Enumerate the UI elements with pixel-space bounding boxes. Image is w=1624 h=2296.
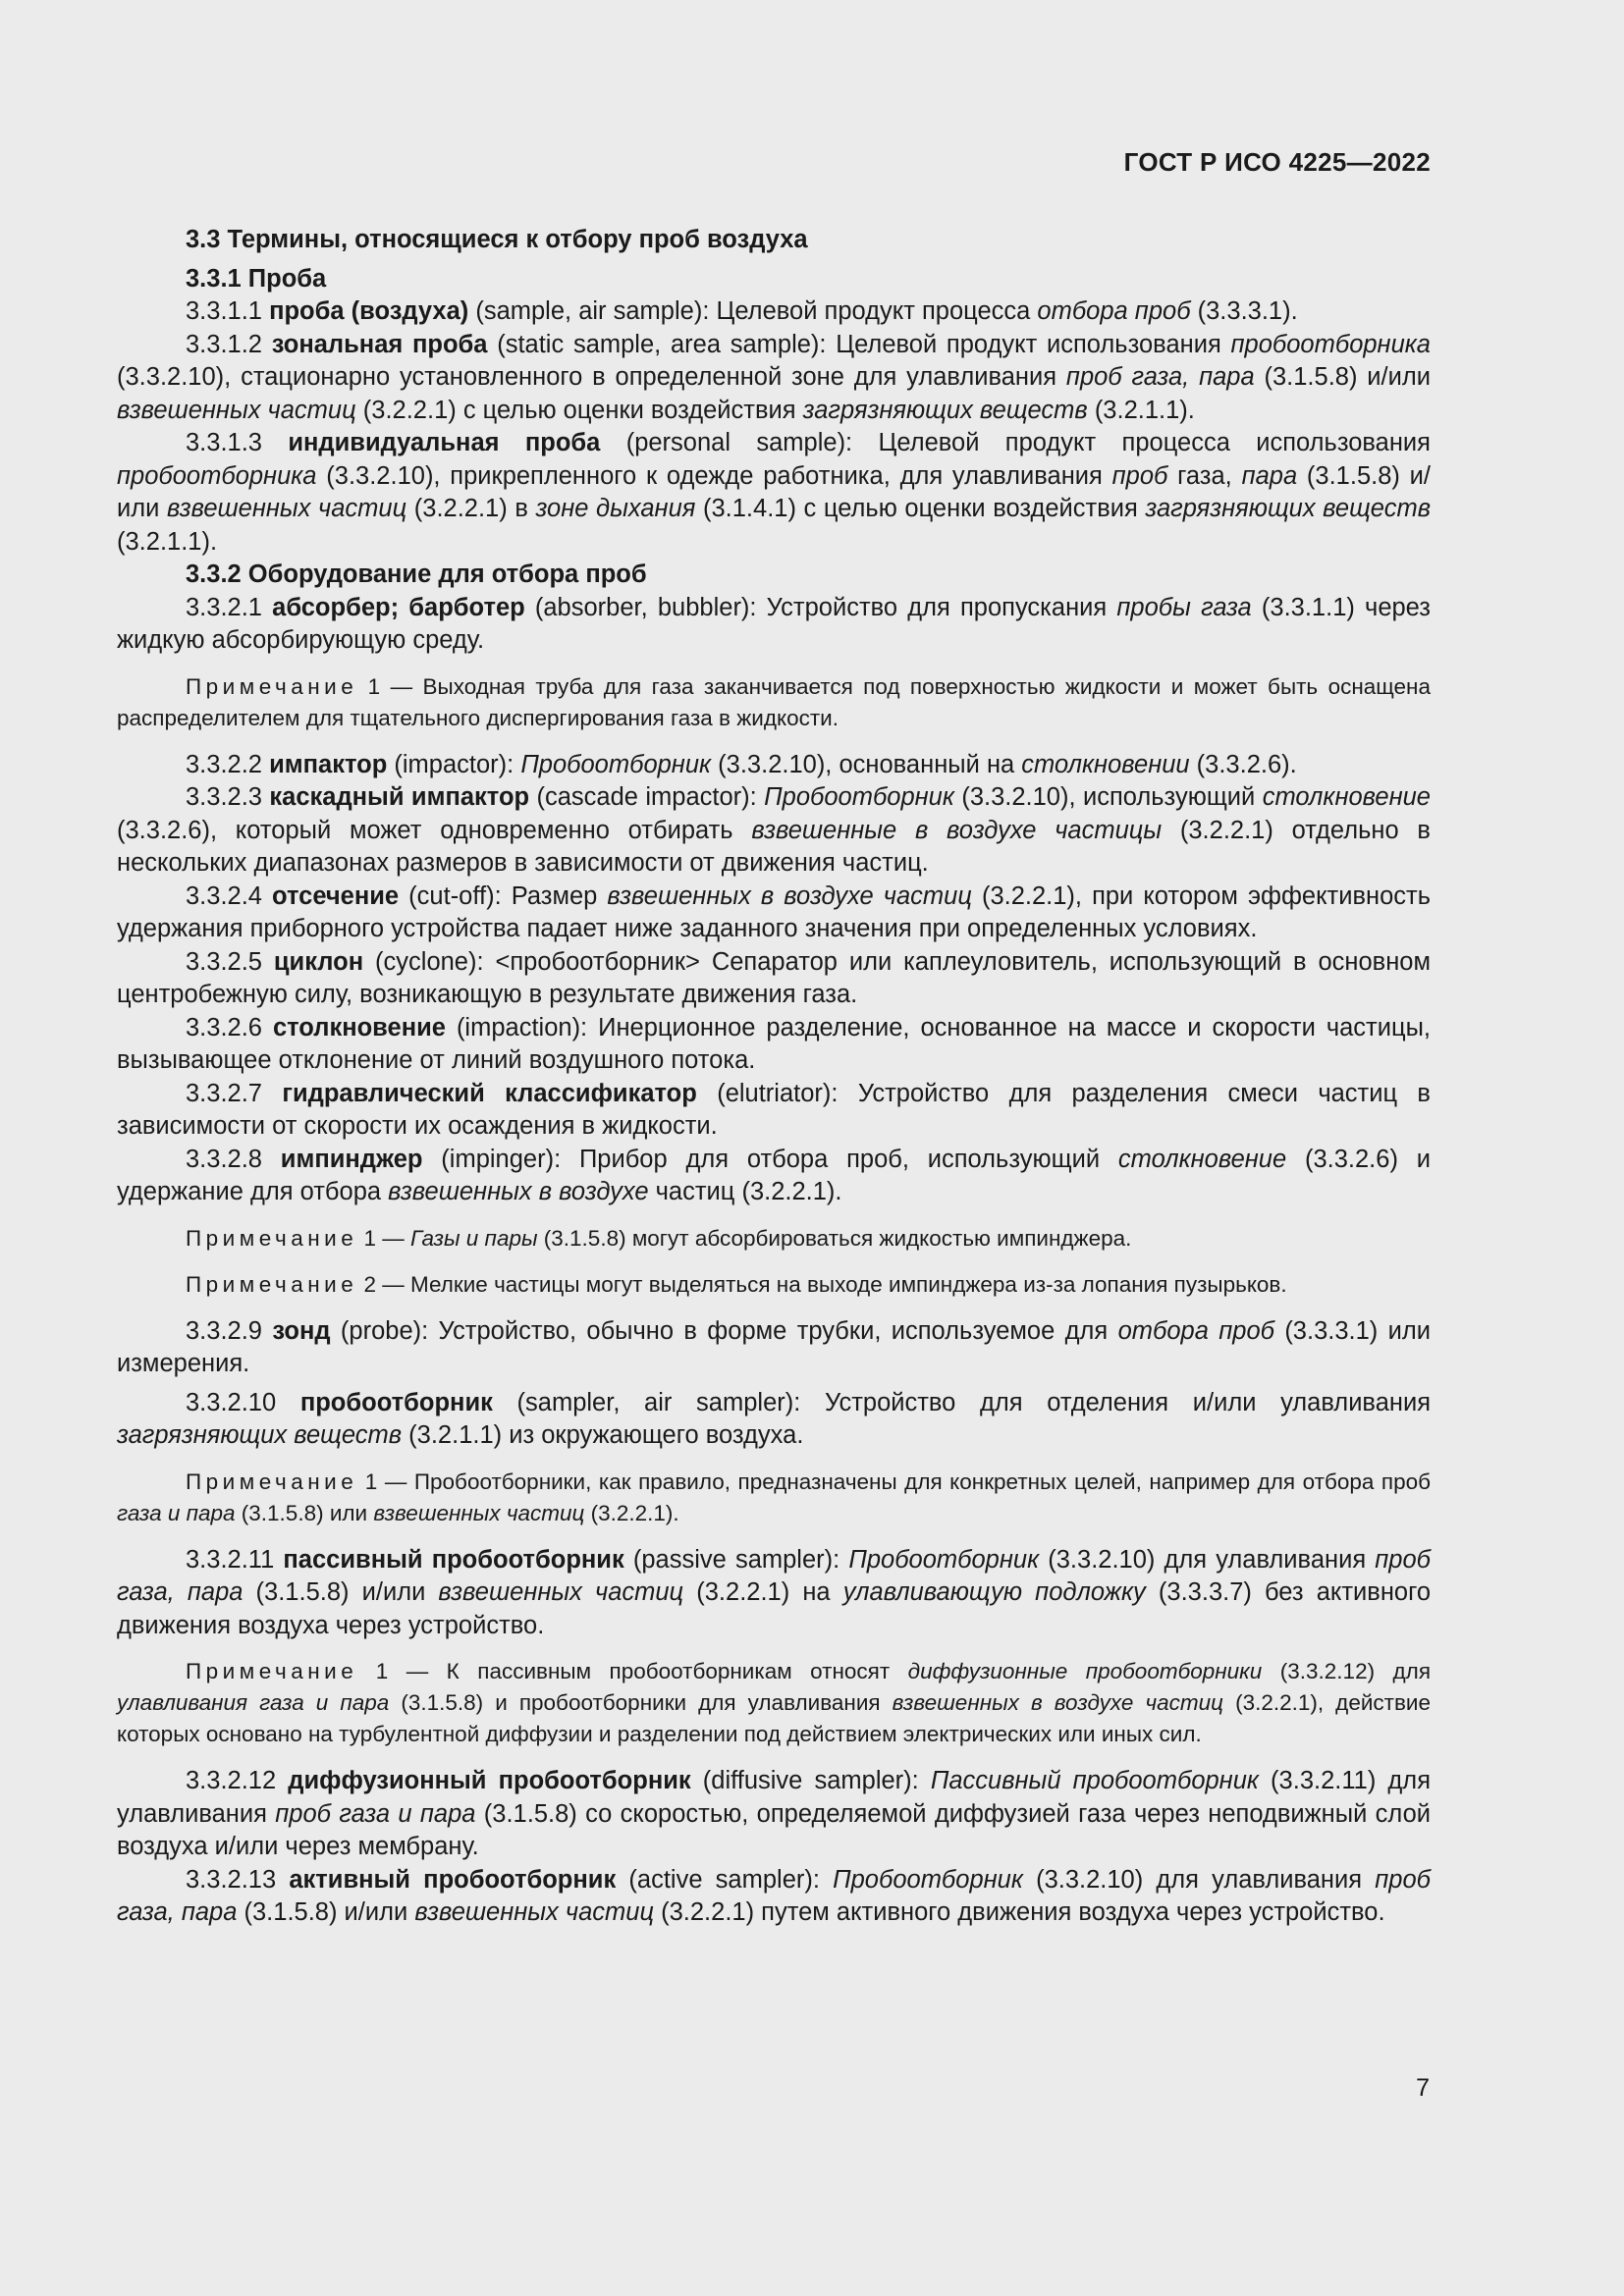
- term-text: (sampler, air sampler): Устройство для отделения и/или улавливания: [492, 1388, 1432, 1416]
- note-label: Примечание: [186, 673, 358, 699]
- term-text: (3.2.2.1) в: [406, 495, 536, 522]
- term-text: (probe): Устройство, обычно в форме трубки, используемое для: [330, 1316, 1118, 1345]
- term-ref: отбора проб: [1117, 1316, 1274, 1345]
- term-entry-3322: [117, 749, 1431, 782]
- term-ref: пробоотборника: [117, 461, 317, 490]
- term-name: диффузионный пробоотборник: [288, 1767, 691, 1794]
- term-entry-3312: [117, 329, 1431, 428]
- term-text: (3.2.2.1), при котором эффективность удержания приборного устройства падает ниже заданного значения при определенных условиях.: [117, 881, 1431, 942]
- term-text: (3.2.2.1) путем активного движения воздуха через устройство.: [654, 1898, 1385, 1926]
- term-name: гидравлический классификатор: [282, 1079, 697, 1107]
- note-text: 1 — К пассивным пробоотборникам относят: [357, 1659, 908, 1683]
- term-number: 3.3.2.5: [186, 947, 274, 976]
- term-text: (3.2.2.1) на: [683, 1578, 843, 1606]
- term-number: 3.3.2.6: [186, 1013, 273, 1041]
- term-ref: проб газа и пара: [275, 1799, 476, 1828]
- term-entry-3324: [117, 881, 1431, 946]
- term-ref: зоне дыхания: [535, 495, 696, 522]
- term-text: (impactor):: [387, 750, 521, 778]
- term-ref: взвешенных частиц: [166, 495, 407, 522]
- subsection-heading: 3.3.2 Оборудование для отбора проб: [186, 561, 647, 588]
- term-number: 3.3.2.13: [186, 1865, 290, 1894]
- term-ref: пара: [1241, 461, 1298, 490]
- term-ref: загрязняющих веществ: [1145, 495, 1432, 522]
- term-ref: взвешенные в воздухе частицы: [751, 816, 1163, 844]
- term-text: (3.3.3.7) без активного движения воздуха через устройство.: [117, 1578, 1432, 1639]
- term-ref: Пробоотборник: [833, 1865, 1023, 1894]
- note-text: (3.1.5.8) и пробоотборники для улавливания: [389, 1690, 893, 1715]
- term-text: (3.2.2.1) с целью оценки воздействия: [355, 396, 803, 424]
- term-ref: столкновении: [1021, 750, 1190, 778]
- term-ref: улавливающую подложку: [842, 1578, 1146, 1606]
- term-number: 3.3.2.12: [186, 1767, 289, 1794]
- note-label: Примечание: [186, 1659, 358, 1683]
- term-number: 3.3.1.2: [186, 330, 272, 358]
- term-ref: Пробоотборник: [520, 750, 712, 778]
- term-text: (3.3.2.10) для улавливания: [1039, 1545, 1376, 1574]
- term-text: (impaction): Инерционное разделение, основанное на массе и скорости частицы, вызывающее отклонение от линий воздушного потока.: [117, 1013, 1431, 1074]
- term-ref: Пробоотборник: [848, 1545, 1040, 1574]
- term-entry-33213: [117, 1864, 1431, 1930]
- note-ref: Газы и пары: [410, 1225, 538, 1251]
- term-ref: загрязняющих веществ: [802, 396, 1088, 424]
- term-text: (passive sampler):: [623, 1545, 849, 1574]
- term-text: (3.1.5.8) и/или: [237, 1898, 415, 1926]
- term-name: импактор: [269, 750, 388, 778]
- note-text: 1 —: [357, 1225, 411, 1251]
- note: [117, 671, 1431, 734]
- term-text: (personal sample): Целевой продукт процесса использования: [600, 429, 1431, 456]
- term-ref: взвешенных частиц: [414, 1898, 655, 1926]
- term-name: отсечение: [272, 881, 400, 910]
- note-text: (3.1.5.8) могут абсорбироваться жидкостью импинджера.: [537, 1225, 1132, 1251]
- note-ref: взвешенных в воздухе частиц: [892, 1690, 1224, 1715]
- term-number: 3.3.1.3: [186, 429, 289, 456]
- term-text: (3.1.5.8) со скоростью, определяемой диффузией газа через неподвижный слой воздуха и/или через мембрану.: [117, 1799, 1432, 1860]
- note-text: 1 — Пробоотборники, как правило, предназначены для конкретных целей, например для отбора проб: [357, 1468, 1431, 1494]
- term-ref: загрязняющих веществ: [117, 1421, 403, 1449]
- term-text: (3.3.2.10), стационарно установленного в определенной зоне для улавливания: [117, 363, 1066, 391]
- note-ref: взвешенных частиц: [373, 1500, 585, 1525]
- term-number: 3.3.2.3: [186, 783, 270, 811]
- term-ref: проб газа, пара: [117, 1545, 1432, 1606]
- page-content: [117, 224, 1431, 1930]
- term-name: индивидуальная проба: [288, 429, 601, 456]
- term-entry-3323: [117, 781, 1431, 881]
- term-ref: взвешенных в воздухе частиц: [607, 881, 972, 910]
- term-text: (cascade impactor):: [529, 783, 765, 811]
- term-ref: столкновение: [1117, 1145, 1287, 1173]
- term-number: 3.3.1.1: [186, 297, 270, 325]
- term-number: 3.3.2.4: [186, 881, 273, 910]
- term-ref: проб газа, пара: [117, 1865, 1431, 1926]
- term-number: 3.3.2.8: [186, 1145, 281, 1173]
- term-entry-3329: [117, 1315, 1431, 1381]
- term-text: (cyclone): <пробоотборник> Сепаратор или каплеуловитель, использующий в основном центробежную силу, возникающую в результате движения газа.: [117, 947, 1431, 1008]
- term-ref: столкновение: [1262, 783, 1431, 811]
- term-text: (3.3.2.10), использующий: [953, 783, 1263, 811]
- term-text: (3.3.2.6).: [1189, 750, 1297, 778]
- term-ref: проб: [1111, 461, 1168, 490]
- term-text: (3.3.2.10) для улавливания: [1022, 1865, 1376, 1894]
- term-entry-3326: [117, 1012, 1431, 1078]
- term-ref: взвешенных частиц: [438, 1578, 684, 1606]
- note-text: (3.1.5.8) или: [235, 1500, 374, 1525]
- document-id-header: ГОСТ Р ИСО 4225—2022: [1123, 147, 1431, 177]
- note-text: (3.3.2.12) для: [1262, 1659, 1431, 1683]
- note: [117, 1656, 1431, 1750]
- term-name: зональная проба: [271, 330, 488, 358]
- term-name: пассивный пробоотборник: [283, 1545, 624, 1574]
- term-text: газа,: [1167, 461, 1242, 490]
- note-text: 1 — Выходная труба для газа заканчивается под поверхностью жидкости и может быть оснащена распределителем для тщательного диспергирования газа в жидкости.: [117, 673, 1431, 730]
- term-text: (3.3.1.1) через жидкую абсорбирующую среду.: [117, 593, 1431, 654]
- term-number: 3.3.2.7: [186, 1079, 283, 1107]
- term-text: (active sampler):: [616, 1865, 834, 1894]
- term-ref: пробоотборника: [1230, 330, 1431, 358]
- term-entry-33211: [117, 1544, 1431, 1643]
- note: [117, 1269, 1431, 1301]
- term-ref: пробы газа: [1116, 593, 1252, 621]
- term-text: частиц (3.2.2.1).: [648, 1178, 842, 1205]
- term-ref: Пробоотборник: [764, 783, 954, 811]
- term-entry-33210: [117, 1387, 1431, 1453]
- note-ref: газа и пара: [117, 1500, 236, 1525]
- note-text: (3.2.2.1), действие которых основано на турбулентной диффузии и разделении под действием электрических или иных сил.: [117, 1690, 1431, 1746]
- term-text: (3.1.5.8) и/или: [243, 1578, 439, 1606]
- term-entry-3328: [117, 1144, 1431, 1209]
- term-name: пробоотборник: [299, 1388, 493, 1416]
- note: [117, 1467, 1431, 1529]
- term-entry-3325: [117, 946, 1431, 1012]
- term-text: (3.3.2.11) для улавливания: [117, 1767, 1431, 1828]
- note-text: 2 — Мелкие частицы могут выделяться на выходе импинджера из-за лопания пузырьков.: [357, 1271, 1287, 1297]
- term-text: (elutriator): Устройство для разделения смеси частиц в зависимости от скорости их осаждения в жидкости.: [117, 1079, 1431, 1140]
- term-number: 3.3.2.1: [186, 593, 273, 621]
- term-name: циклон: [273, 947, 364, 976]
- term-text: (3.2.1.1) из окружающего воздуха.: [402, 1421, 804, 1449]
- term-number: 3.3.2.10: [186, 1388, 300, 1416]
- term-name: зонд: [272, 1316, 331, 1345]
- note-label: Примечание: [186, 1271, 358, 1297]
- term-number: 3.3.2.11: [186, 1545, 284, 1574]
- term-number: 3.3.2.9: [186, 1316, 273, 1345]
- note: [117, 1223, 1431, 1255]
- term-text: (cut-off): Размер: [399, 881, 608, 910]
- term-text: (static sample, area sample): Целевой продукт использования: [487, 330, 1231, 358]
- term-text: (3.1.5.8) и/или: [1254, 363, 1431, 391]
- term-entry-3327: [117, 1078, 1431, 1144]
- section-heading: 3.3 Термины, относящиеся к отбору проб воздуха: [186, 226, 808, 253]
- term-name: активный пробоотборник: [289, 1865, 617, 1894]
- term-text: (3.3.2.6), который может одновременно отбирать: [117, 816, 752, 844]
- term-ref: отбора проб: [1037, 297, 1191, 325]
- term-ref: взвешенных частиц: [117, 396, 356, 424]
- note-label: Примечание: [186, 1225, 358, 1251]
- term-name: импинджер: [280, 1145, 423, 1173]
- term-entry-3311: [117, 295, 1431, 329]
- term-text: (3.3.2.6) и удержание для отбора: [117, 1145, 1431, 1205]
- term-text: (3.2.1.1).: [1087, 396, 1195, 424]
- term-name: каскадный импактор: [269, 783, 530, 811]
- term-ref: Пассивный пробоотборник: [930, 1767, 1259, 1794]
- note-label: Примечание: [186, 1468, 358, 1494]
- note-text: (3.2.2.1).: [584, 1500, 679, 1525]
- term-entry-3313: [117, 427, 1431, 559]
- term-text: (impinger): Прибор для отбора проб, использующий: [422, 1145, 1118, 1173]
- term-text: (3.3.3.1) или измерения.: [117, 1316, 1431, 1377]
- term-text: (3.1.4.1) с целью оценки воздействия: [695, 495, 1146, 522]
- note-ref: улавливания газа и пара: [117, 1690, 390, 1715]
- term-text: (3.2.2.1) отдельно в нескольких диапазонах размеров в зависимости от движения частиц.: [117, 816, 1431, 877]
- term-ref: взвешенных в воздухе: [388, 1178, 649, 1205]
- term-ref: проб газа, пара: [1065, 363, 1255, 391]
- term-text: (3.1.5.8) и/или: [117, 461, 1432, 522]
- term-text: (3.2.1.1).: [117, 527, 218, 556]
- note-ref: диффузионные пробоотборники: [907, 1659, 1263, 1683]
- term-name: проба (воздуха): [269, 297, 469, 325]
- term-text: (3.3.3.1).: [1190, 297, 1298, 325]
- subsection-heading: 3.3.1 Проба: [186, 264, 327, 293]
- term-text: (absorber, bubbler): Устройство для пропускания: [524, 593, 1117, 621]
- page-number: 7: [1416, 2074, 1430, 2102]
- term-number: 3.3.2.2: [186, 750, 270, 778]
- term-entry-33212: [117, 1765, 1431, 1864]
- term-text: (diffusive sampler):: [690, 1767, 931, 1794]
- term-name: столкновение: [272, 1013, 446, 1041]
- term-text: (3.3.2.10), прикрепленного к одежде работника, для улавливания: [316, 461, 1112, 490]
- term-text: (3.3.2.10), основанный на: [711, 750, 1022, 778]
- term-text: (sample, air sample): Целевой продукт процесса: [468, 297, 1038, 325]
- term-name: абсорбер; барботер: [272, 593, 525, 621]
- term-entry-3321: [117, 592, 1431, 658]
